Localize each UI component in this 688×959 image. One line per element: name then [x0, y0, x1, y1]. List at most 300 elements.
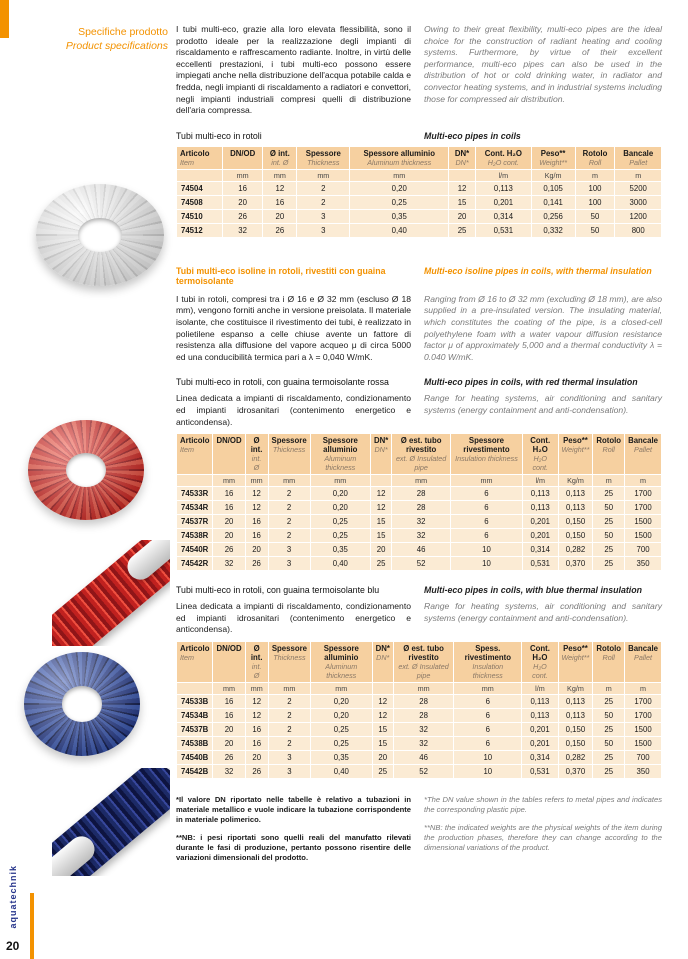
unit-cell: Kg/m [558, 475, 593, 487]
column-header: Articolo Item [177, 434, 213, 475]
data-cell: 52 [393, 764, 453, 778]
data-cell: 12 [245, 694, 268, 708]
data-cell: 0,150 [558, 515, 593, 529]
data-cell: 16 [213, 501, 245, 515]
data-cell: 10 [454, 750, 522, 764]
unit-cell: mm [213, 475, 245, 487]
intro-paragraph-italian: I tubi multi-eco, grazie alla loro elevata flessibilità, sono il prodotto ideale per la realizzazione degli impianti di riscaldamento e raffrescamento radiante. Inoltre, in virtù delle eccellenti prestazioni, i tubi multi-eco possono essere impiegati anche nella distribuzione dell'acqua potabile calda e fredda, negli impianti di riscaldamento a radiatori e convettori, negli impianti industriali compresi quelli di distribuzione dell'aria compressa. [176, 24, 411, 116]
data-cell: 50 [593, 529, 625, 543]
data-cell: 26 [213, 750, 245, 764]
column-header: Spessore alluminio Aluminum thickness [310, 641, 372, 682]
red-section-body [176, 393, 662, 428]
blue-paragraph-english: Range for heating systems, air conditioning and sanitary systems (energy containment and anti-condensation). [424, 601, 662, 623]
unit-cell: mm [222, 169, 262, 181]
data-cell: 0,35 [310, 543, 370, 557]
data-cell: 0,20 [350, 181, 449, 195]
data-cell: 0,25 [310, 736, 372, 750]
data-cell: 12 [372, 694, 393, 708]
data-cell: 2 [268, 708, 310, 722]
data-cell: 2 [268, 694, 310, 708]
unit-cell: Kg/m [558, 682, 593, 694]
table-row [177, 708, 662, 722]
data-cell: 6 [450, 515, 522, 529]
isoline-paragraph-italian: I tubi in rotoli, compresi tra i Ø 16 e Ø 32 mm (escluso Ø 18 mm), vengono forniti anche in versione preisolata. Il materiale isolante, che costituisce il rivestimento dei tubi, è realizzato in polietilene espanso a celle chiuse avente un fattore di resistenza alla diffusione del vapore acqueo μ di circa 5000 ed una conducibilità termica pari a λ = 0,040 W/mK. [176, 293, 411, 362]
data-cell: 32 [213, 764, 245, 778]
article-code: 74533R [177, 487, 213, 501]
data-cell: 15 [372, 722, 393, 736]
unit-cell: mm [297, 169, 350, 181]
data-cell: 0,25 [310, 515, 370, 529]
data-cell: 26 [263, 223, 297, 237]
column-header: DN* DN* [370, 434, 391, 475]
isoline-heading-english: Multi-eco isoline pipes in coils, with thermal insulation [424, 265, 652, 276]
footnotes-italian [176, 795, 411, 871]
data-cell: 0,105 [531, 181, 575, 195]
unit-cell: mm [263, 169, 297, 181]
table-row [177, 557, 662, 571]
data-cell: 10 [454, 764, 522, 778]
data-cell: 0,113 [558, 487, 593, 501]
data-cell: 3 [268, 750, 310, 764]
data-cell: 26 [245, 557, 268, 571]
data-cell: 2 [268, 501, 310, 515]
coils-section-heading [176, 131, 662, 141]
data-cell: 15 [370, 515, 391, 529]
top-orange-bar [0, 0, 9, 38]
data-cell: 20 [245, 543, 268, 557]
data-cell: 0,113 [558, 694, 593, 708]
data-cell: 0,531 [522, 764, 558, 778]
table-row [177, 487, 662, 501]
table-row [177, 529, 662, 543]
article-code: 74537B [177, 722, 213, 736]
data-cell: 26 [245, 764, 268, 778]
data-cell: 0,150 [558, 529, 593, 543]
data-cell: 26 [213, 543, 245, 557]
data-cell: 0,201 [522, 529, 558, 543]
data-cell: 12 [449, 181, 476, 195]
data-cell: 0,20 [310, 708, 372, 722]
data-cell: 2 [268, 736, 310, 750]
article-code: 74534B [177, 708, 213, 722]
article-code: 74542B [177, 764, 213, 778]
data-cell: 0,20 [310, 501, 370, 515]
table-row [177, 694, 662, 708]
column-header: Bancale Pallet [615, 146, 662, 169]
data-cell: 2 [268, 515, 310, 529]
data-cell: 100 [575, 181, 615, 195]
column-header: DN* DN* [372, 641, 393, 682]
unit-cell: m [625, 682, 662, 694]
data-cell: 0,201 [522, 722, 558, 736]
data-cell: 0,25 [310, 529, 370, 543]
data-cell: 16 [213, 694, 245, 708]
unit-cell: l/m [475, 169, 531, 181]
data-cell: 50 [593, 736, 625, 750]
data-cell: 2 [297, 195, 350, 209]
data-cell: 20 [222, 195, 262, 209]
article-code: 74508 [177, 195, 223, 209]
article-code: 74504 [177, 181, 223, 195]
data-cell: 16 [222, 181, 262, 195]
data-cell: 0,40 [310, 764, 372, 778]
data-cell: 2 [297, 181, 350, 195]
column-header: Spessore alluminio Aluminum thickness [350, 146, 449, 169]
column-header: Ø est. tubo rivestito ext. Ø Insulated pipe [393, 641, 453, 682]
unit-cell: mm [454, 682, 522, 694]
footnotes-english [424, 795, 662, 871]
data-cell: 25 [593, 487, 625, 501]
data-cell: 32 [392, 515, 451, 529]
data-cell: 6 [454, 694, 522, 708]
data-cell: 46 [393, 750, 453, 764]
footnotes-section [176, 795, 662, 871]
table-row [177, 750, 662, 764]
data-cell: 3 [297, 223, 350, 237]
data-cell: 0,113 [558, 501, 593, 515]
page-title-italian: Specifiche prodotto [78, 26, 168, 38]
data-cell: 3000 [615, 195, 662, 209]
intro-paragraph-english: Owing to their great flexibility, multi-eco pipes are the ideal choice for the construction of radiant heating and cooling systems. Furthermore, by virtue of their excellent performance, multi-eco pipes can also be used in the distribution of hot or cold drinking water, in radiator and convector heating systems, and in industrial systems including those for compressed air distribution. [424, 24, 662, 104]
red-paragraph-english: Range for heating systems, air conditioning and sanitary systems (energy containment and anti-condensation). [424, 393, 662, 415]
units-row [177, 682, 662, 694]
data-cell: 12 [370, 501, 391, 515]
data-cell: 0,113 [522, 501, 558, 515]
unit-cell: mm [350, 169, 449, 181]
isoline-section-heading [176, 266, 662, 286]
data-cell: 2 [268, 529, 310, 543]
article-code: 74542R [177, 557, 213, 571]
footnote-dn-english: *The DN value shown in the tables refers to metal pipes and indicates the corresponding plastic pipe. [424, 794, 662, 814]
data-cell: 52 [392, 557, 451, 571]
data-cell: 0,201 [522, 736, 558, 750]
column-header: Spessore Thickness [268, 641, 310, 682]
data-cell: 0,531 [522, 557, 558, 571]
blue-heading-italian: Tubi multi-eco in rotoli, con guaina termoisolante blu [176, 585, 380, 596]
data-cell: 0,113 [522, 694, 558, 708]
data-cell: 0,314 [522, 543, 558, 557]
data-cell: 1500 [625, 736, 662, 750]
data-cell: 0,113 [522, 708, 558, 722]
blue-insulation-table [176, 641, 662, 779]
unit-cell [449, 169, 476, 181]
data-cell: 0,113 [522, 487, 558, 501]
data-cell: 0,141 [531, 195, 575, 209]
data-cell: 15 [372, 736, 393, 750]
column-header: Cont. H₂O H₂O cont. [522, 641, 558, 682]
data-cell: 25 [372, 764, 393, 778]
unit-cell: m [593, 475, 625, 487]
article-code: 74540B [177, 750, 213, 764]
data-cell: 20 [263, 209, 297, 223]
data-cell: 1700 [625, 694, 662, 708]
data-cell: 0,40 [310, 557, 370, 571]
red-section-heading [176, 377, 662, 387]
column-header: Ø int. int. Ø [245, 641, 268, 682]
article-code: 74533B [177, 694, 213, 708]
data-cell: 3 [297, 209, 350, 223]
data-cell: 0,201 [475, 195, 531, 209]
data-cell: 1500 [625, 722, 662, 736]
data-cell: 20 [213, 515, 245, 529]
column-header: Spess. rivestimento Insulation thickness [454, 641, 522, 682]
column-header: Ø est. tubo rivestito ext. Ø Insulated pipe [392, 434, 451, 475]
table-row [177, 181, 662, 195]
data-cell: 32 [222, 223, 262, 237]
data-cell: 20 [245, 750, 268, 764]
white-pipe-coil-image [36, 184, 164, 286]
data-cell: 16 [245, 736, 268, 750]
unit-cell: mm [268, 475, 310, 487]
data-cell: 1500 [625, 529, 662, 543]
data-cell: 0,113 [558, 708, 593, 722]
data-cell: 26 [222, 209, 262, 223]
red-heading-italian: Tubi multi-eco in rotoli, con guaina termoisolante rossa [176, 377, 389, 388]
data-cell: 12 [370, 487, 391, 501]
column-header: Rotolo Roll [593, 434, 625, 475]
table-row [177, 195, 662, 209]
data-cell: 12 [245, 501, 268, 515]
data-cell: 6 [450, 529, 522, 543]
data-cell: 16 [213, 708, 245, 722]
column-header: Cont. H₂O H₂O cont. [522, 434, 558, 475]
column-header: Rotolo Roll [593, 641, 625, 682]
column-header: Ø int. int. Ø [245, 434, 268, 475]
red-pipe-coil-image [28, 420, 144, 520]
unit-cell: mm [245, 475, 268, 487]
data-cell: 0,25 [350, 195, 449, 209]
unit-cell: m [615, 169, 662, 181]
data-cell: 28 [393, 708, 453, 722]
column-header: Spessore Thickness [268, 434, 310, 475]
data-cell: 0,332 [531, 223, 575, 237]
unit-cell: m [575, 169, 615, 181]
units-row [177, 169, 662, 181]
data-cell: 6 [454, 736, 522, 750]
data-cell: 100 [575, 195, 615, 209]
unit-cell: Kg/m [531, 169, 575, 181]
data-cell: 10 [450, 543, 522, 557]
data-cell: 20 [213, 736, 245, 750]
article-code: 74538R [177, 529, 213, 543]
coils-heading-italian: Tubi multi-eco in rotoli [176, 130, 262, 141]
column-header: Bancale Pallet [625, 434, 662, 475]
data-cell: 50 [575, 209, 615, 223]
column-header: DN/OD [222, 146, 262, 169]
unit-cell [177, 682, 213, 694]
coils-table [176, 146, 662, 238]
data-cell: 25 [370, 557, 391, 571]
column-header: Peso** Weight** [531, 146, 575, 169]
data-cell: 12 [245, 487, 268, 501]
table-row [177, 736, 662, 750]
data-cell: 0,370 [558, 764, 593, 778]
data-cell: 0,201 [522, 515, 558, 529]
data-cell: 0,35 [310, 750, 372, 764]
unit-cell: mm [393, 682, 453, 694]
column-header: Spessore Thickness [297, 146, 350, 169]
red-paragraph-italian: Linea dedicata a impianti di riscaldamento, condizionamento ed impianti idrosanitari (contenimento energetico e anticondensa). [176, 393, 411, 427]
data-cell: 46 [392, 543, 451, 557]
data-cell: 25 [593, 750, 625, 764]
column-header: DN/OD [213, 641, 245, 682]
data-cell: 3 [268, 764, 310, 778]
data-cell: 0,113 [475, 181, 531, 195]
data-cell: 700 [625, 750, 662, 764]
data-cell: 700 [625, 543, 662, 557]
data-cell: 0,282 [558, 750, 593, 764]
unit-cell: m [593, 682, 625, 694]
table-row [177, 543, 662, 557]
intro-section [176, 24, 662, 117]
data-cell: 28 [392, 501, 451, 515]
data-cell: 6 [450, 487, 522, 501]
column-header: Bancale Pallet [625, 641, 662, 682]
data-cell: 12 [245, 708, 268, 722]
column-header: Rotolo Roll [575, 146, 615, 169]
table-row [177, 764, 662, 778]
unit-cell [372, 682, 393, 694]
column-header: DN/OD [213, 434, 245, 475]
unit-cell: mm [450, 475, 522, 487]
data-cell: 2 [268, 487, 310, 501]
blue-pipe-coil-image [24, 652, 140, 756]
data-cell: 3 [268, 543, 310, 557]
data-cell: 32 [213, 557, 245, 571]
column-header: Spessore rivestimento Insulation thickness [450, 434, 522, 475]
article-code: 74512 [177, 223, 223, 237]
unit-cell [177, 475, 213, 487]
table-row [177, 223, 662, 237]
data-cell: 50 [575, 223, 615, 237]
footnote-weight-english: **NB: the indicated weights are the physical weights of the item during the production phases, therefore they can change according to the dimensional variations of the product. [424, 822, 662, 852]
footnote-weight-italian: **NB: i pesi riportati sono quelli reali del manufatto rilevati durante le fasi di produzione, pertanto possono risentire delle variazioni dimensionali del prodotto. [176, 832, 411, 862]
unit-cell: mm [310, 475, 370, 487]
unit-cell: l/m [522, 682, 558, 694]
data-cell: 25 [449, 223, 476, 237]
blue-section-body [176, 601, 662, 636]
data-cell: 25 [593, 543, 625, 557]
data-cell: 6 [454, 722, 522, 736]
data-cell: 0,370 [558, 557, 593, 571]
data-cell: 16 [245, 722, 268, 736]
column-header: Peso** Weight** [558, 641, 593, 682]
isoline-heading-italian: Tubi multi-eco isoline in rotoli, rivestiti con guaina termoisolante [176, 265, 386, 286]
data-cell: 2 [268, 722, 310, 736]
data-cell: 20 [370, 543, 391, 557]
article-code: 74534R [177, 501, 213, 515]
unit-cell [370, 475, 391, 487]
data-cell: 32 [392, 529, 451, 543]
red-insulation-table [176, 433, 662, 571]
data-cell: 0,314 [522, 750, 558, 764]
data-cell: 1500 [625, 515, 662, 529]
column-header: Peso** Weight** [558, 434, 593, 475]
blue-section-heading [176, 585, 662, 595]
data-cell: 28 [393, 694, 453, 708]
data-cell: 0,35 [350, 209, 449, 223]
data-cell: 25 [593, 764, 625, 778]
data-cell: 0,531 [475, 223, 531, 237]
column-header: Articolo Item [177, 146, 223, 169]
data-cell: 0,25 [310, 722, 372, 736]
isoline-section-body [176, 294, 662, 364]
data-cell: 20 [213, 529, 245, 543]
article-code: 74538B [177, 736, 213, 750]
data-cell: 25 [593, 694, 625, 708]
data-cell: 16 [263, 195, 297, 209]
footnote-dn-italian: *Il valore DN riportato nelle tabelle è relativo a tubazioni in materiale metallico e vuole indicare la tubazione corrispondente in materiale polimerico. [176, 794, 411, 824]
unit-cell: m [625, 475, 662, 487]
data-cell: 12 [263, 181, 297, 195]
article-code: 74537R [177, 515, 213, 529]
red-insulated-pipe-image [52, 540, 170, 646]
page-title-english: Product specifications [65, 40, 168, 52]
data-cell: 10 [450, 557, 522, 571]
data-cell: 12 [372, 708, 393, 722]
unit-cell: mm [245, 682, 268, 694]
red-heading-english: Multi-eco pipes in coils, with red thermal insulation [424, 377, 638, 388]
data-cell: 25 [593, 557, 625, 571]
data-cell: 1700 [625, 708, 662, 722]
data-cell: 350 [625, 557, 662, 571]
data-cell: 0,282 [558, 543, 593, 557]
data-cell: 20 [449, 209, 476, 223]
column-header: Articolo Item [177, 641, 213, 682]
data-cell: 16 [245, 515, 268, 529]
data-cell: 15 [370, 529, 391, 543]
data-cell: 0,150 [558, 722, 593, 736]
units-row [177, 475, 662, 487]
column-header: DN* DN* [449, 146, 476, 169]
blue-paragraph-italian: Linea dedicata a impianti di riscaldamento, condizionamento ed impianti idrosanitari (contenimento energetico e anticondensa). [176, 601, 411, 635]
page-number: 20 [6, 939, 20, 953]
data-cell: 350 [625, 764, 662, 778]
unit-cell [177, 169, 223, 181]
main-content [176, 0, 662, 871]
table-row [177, 209, 662, 223]
data-cell: 0,314 [475, 209, 531, 223]
table-row [177, 515, 662, 529]
data-cell: 20 [213, 722, 245, 736]
data-cell: 1700 [625, 501, 662, 515]
data-cell: 1700 [625, 487, 662, 501]
data-cell: 0,256 [531, 209, 575, 223]
article-code: 74510 [177, 209, 223, 223]
data-cell: 15 [449, 195, 476, 209]
data-cell: 0,150 [558, 736, 593, 750]
data-cell: 800 [615, 223, 662, 237]
data-cell: 3 [268, 557, 310, 571]
page-title [18, 26, 168, 52]
brand-vertical-logo: aquatechnik [8, 865, 18, 929]
table-row [177, 722, 662, 736]
data-cell: 25 [593, 515, 625, 529]
data-cell: 25 [593, 722, 625, 736]
column-header: Cont. H₂O H₂O cont. [475, 146, 531, 169]
data-cell: 6 [450, 501, 522, 515]
data-cell: 28 [392, 487, 451, 501]
data-cell: 6 [454, 708, 522, 722]
data-cell: 50 [593, 708, 625, 722]
data-cell: 0,20 [310, 487, 370, 501]
blue-insulated-pipe-image [52, 768, 170, 876]
unit-cell: mm [310, 682, 372, 694]
data-cell: 20 [372, 750, 393, 764]
data-cell: 16 [245, 529, 268, 543]
data-cell: 0,40 [350, 223, 449, 237]
table-row [177, 501, 662, 515]
